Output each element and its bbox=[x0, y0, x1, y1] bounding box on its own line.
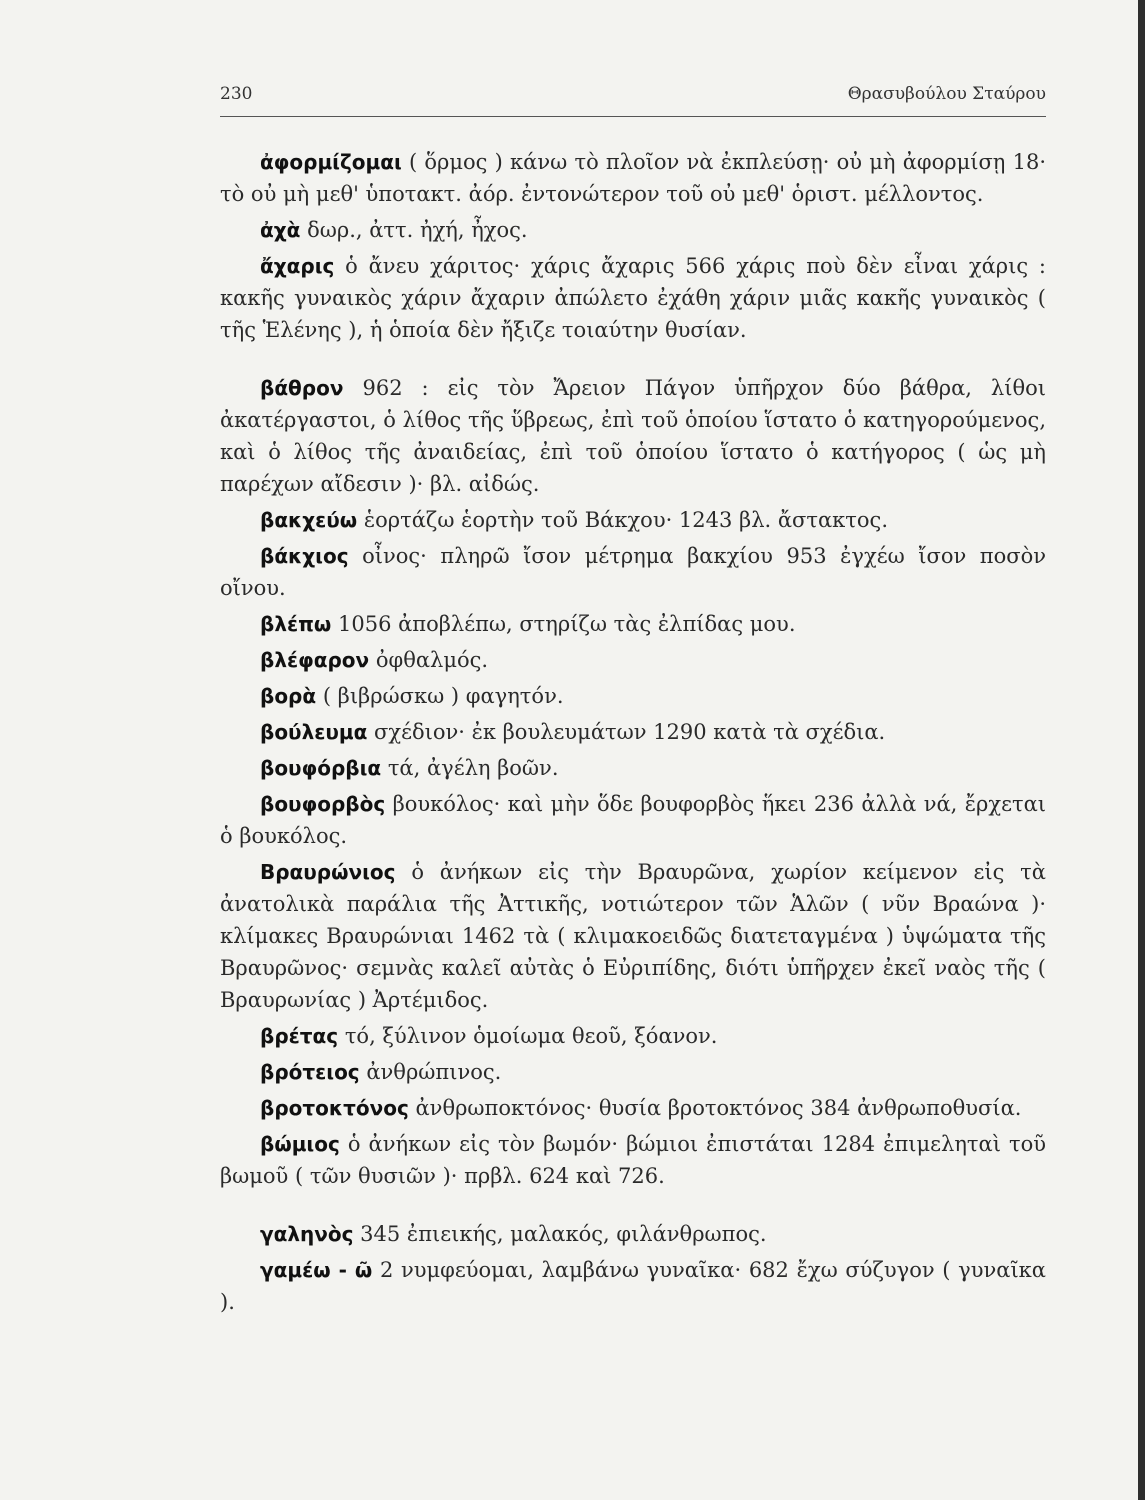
page-header bbox=[220, 84, 1046, 114]
definition: δωρ., ἀττ. ἠχή, ἦχος. bbox=[307, 218, 528, 242]
headword: βώμιος bbox=[260, 1132, 340, 1156]
definition: οἶνος· πληρῶ ἴσον μέτρημα βακχίου 953 ἐγχέω ἴσον ποσὸν οἴνου. bbox=[220, 544, 1046, 600]
headword: βρέτας bbox=[260, 1024, 339, 1048]
dictionary-entry bbox=[220, 250, 1046, 346]
dictionary-entry bbox=[220, 680, 1046, 712]
definition: ὁ ἄνευ χάριτος· χάρις ἄχαρις 566 χάρις ποὺ δὲν εἶναι χάρις : κακῆς γυναικὸς χάριν ἄχαριν ἀπώλετο ἐχάθη χάριν μιᾶς κακῆς γυναικὸς ( τῆς Ἑλένης ), ἡ ὁποία δὲν ἤξιζε τοιαύτην θυσίαν. bbox=[220, 254, 1046, 342]
definition: βουκόλος· καὶ μὴν ὅδε βουφορβὸς ἥκει 236 ἀλλὰ νά, ἔρχεται ὁ βουκόλος. bbox=[220, 792, 1046, 848]
dictionary-entry bbox=[220, 1020, 1046, 1052]
definition: ἑορτάζω ἑορτὴν τοῦ Βάκχου· 1243 βλ. ἄστακτος. bbox=[363, 508, 888, 532]
dictionary-entry bbox=[220, 716, 1046, 748]
headword: γαληνὸς bbox=[260, 1222, 354, 1246]
definition: ὀφθαλμός. bbox=[375, 648, 489, 672]
definition: σχέδιον· ἐκ βουλευμάτων 1290 κατὰ τὰ σχέδια. bbox=[374, 720, 886, 744]
dictionary-entry bbox=[220, 1092, 1046, 1124]
headword: γαμέω - ῶ bbox=[260, 1258, 373, 1282]
dictionary-entry bbox=[220, 644, 1046, 676]
headword: βουφορβὸς bbox=[260, 792, 386, 816]
dictionary-entry bbox=[220, 1056, 1046, 1088]
definition: ( ὅρμος ) κάνω τὸ πλοῖον νὰ ἐκπλεύσῃ· οὐ μὴ ἀφορμίσῃ 18· τὸ οὐ μὴ μεθ' ὑποτακτ. ἀόρ. ἐντονώτερον τοῦ οὐ μεθ' ὁριστ. μέλλοντος. bbox=[220, 150, 1046, 206]
header-rule bbox=[220, 116, 1046, 117]
dictionary-body bbox=[220, 146, 1046, 1322]
dictionary-entry bbox=[220, 1218, 1046, 1250]
definition: 962 : εἰς τὸν Ἄρειον Πάγον ὑπῆρχον δύο βάθρα, λίθοι ἀκατέργαστοι, ὁ λίθος τῆς ὕβρεως, ἐπὶ τοῦ ὁποίου ἵστατο ὁ κατηγορούμενος, καὶ ὁ λίθος τῆς ἀναιδείας, ἐπὶ τοῦ ὁποίου ἵστατο ὁ κατήγορος ( ὡς μὴ παρέχων αἴδεσιν )· βλ. αἰδώς. bbox=[220, 376, 1046, 496]
dictionary-entry bbox=[220, 372, 1046, 500]
headword: βάθρον bbox=[260, 376, 344, 400]
page-number: 230 bbox=[220, 84, 253, 104]
dictionary-entry bbox=[220, 1128, 1046, 1192]
definition: ἀνθρώπινος. bbox=[366, 1060, 502, 1084]
definition: τό, ξύλινον ὁμοίωμα θεοῦ, ξόανον. bbox=[344, 1024, 718, 1048]
dictionary-entry bbox=[220, 214, 1046, 246]
dictionary-entry bbox=[220, 788, 1046, 852]
definition: 2 νυμφεύομαι, λαμβάνω γυναῖκα· 682 ἔχω σύζυγον ( γυναῖκα ). bbox=[220, 1258, 1046, 1314]
headword: βρότειος bbox=[260, 1060, 360, 1084]
headword: βακχεύω bbox=[260, 508, 358, 532]
definition: ὁ ἀνήκων εἰς τὸν βωμόν· βώμιοι ἐπιστάται 1284 ἐπιμεληταὶ τοῦ βωμοῦ ( τῶν θυσιῶν )· πρβλ. 624 καὶ 726. bbox=[220, 1132, 1046, 1188]
definition: ὁ ἀνήκων εἰς τὴν Βραυρῶνα, χωρίον κείμενον εἰς τὰ ἀνατολικὰ παράλια τῆς Ἀττικῆς, νοτιώτερον τῶν Ἁλῶν ( νῦν Βραώνα )· κλίμακες Βραυρώνιαι 1462 τὰ ( κλιμακοειδῶς διατεταγμένα ) ὑψώματα τῆς Βραυρῶνος· σεμνὰς καλεῖ αὐτὰς ὁ Εὐριπίδης, διότι ὑπῆρχεν ἐκεῖ ναὸς τῆς ( Βραυρωνίας ) Ἀρτέμιδος. bbox=[220, 860, 1046, 1012]
dictionary-entry bbox=[220, 540, 1046, 604]
headword: βροτοκτόνος bbox=[260, 1096, 409, 1120]
dictionary-entry bbox=[220, 1254, 1046, 1318]
definition: ἀνθρωποκτόνος· θυσία βροτοκτόνος 384 ἀνθρωποθυσία. bbox=[415, 1096, 1022, 1120]
headword: βορὰ bbox=[260, 684, 317, 708]
headword: ἀχὰ bbox=[260, 218, 301, 242]
dictionary-entry bbox=[220, 146, 1046, 210]
headword: βουφόρβια bbox=[260, 756, 382, 780]
headword: βλέπω bbox=[260, 612, 332, 636]
definition: 1056 ἀποβλέπω, στηρίζω τὰς ἐλπίδας μου. bbox=[338, 612, 796, 636]
definition: ( βιβρώσκω ) φαγητόν. bbox=[322, 684, 564, 708]
dictionary-entry bbox=[220, 856, 1046, 1016]
page-edge-shadow bbox=[1138, 0, 1145, 1500]
headword: ἄχαρις bbox=[260, 254, 335, 278]
definition: 345 ἐπιεικής, μαλακός, φιλάνθρωπος. bbox=[360, 1222, 767, 1246]
headword: βούλευμα bbox=[260, 720, 368, 744]
definition: τά, ἀγέλη βοῶν. bbox=[387, 756, 559, 780]
running-head: Θρασυβούλου Σταύρου bbox=[847, 84, 1046, 104]
dictionary-entry bbox=[220, 752, 1046, 784]
headword: βάκχιος bbox=[260, 544, 349, 568]
headword: Βραυρώνιος bbox=[260, 860, 396, 884]
headword: βλέφαρον bbox=[260, 648, 370, 672]
headword: ἀφορμίζομαι bbox=[260, 150, 402, 174]
dictionary-entry bbox=[220, 608, 1046, 640]
dictionary-entry bbox=[220, 504, 1046, 536]
